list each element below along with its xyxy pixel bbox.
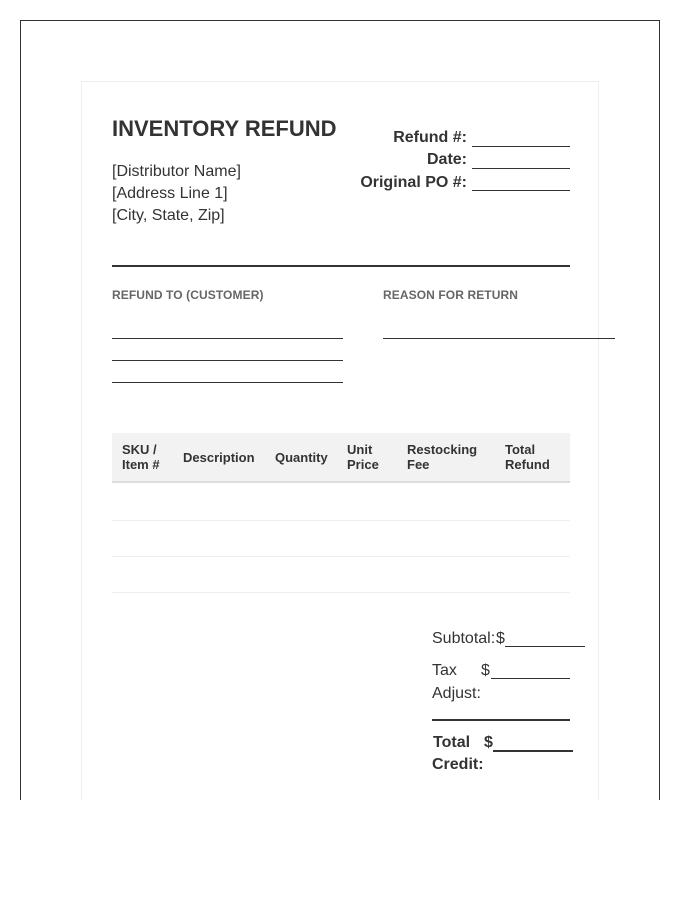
total-credit-label-line2: Credit: [432,756,484,773]
tax-adjust-currency: $ [481,662,490,679]
refund-to-line-1[interactable] [112,338,343,339]
column-header-restocking-fee-line2: Fee [407,457,430,472]
column-header-quantity: Quantity [275,450,328,465]
reason-for-return-line[interactable] [383,338,615,339]
column-header-unit-price-line2: Price [347,457,379,472]
tax-adjust-label-line2: Adjust: [432,685,481,702]
refund-to-line-3[interactable] [112,382,343,383]
distributor-address-line1: [Address Line 1] [112,185,228,202]
total-credit-label-line1: Total [433,734,471,751]
original-po-field[interactable] [472,190,570,191]
refund-to-label: REFUND TO (CUSTOMER) [112,288,264,302]
original-po-label: Original PO #: [360,174,467,191]
header-divider [112,265,570,267]
column-header-description: Description [183,450,255,465]
table-row[interactable] [112,556,570,557]
date-label: Date: [426,151,467,168]
totals-divider [432,719,570,721]
subtotal-field[interactable] [505,646,585,647]
column-header-sku-line1: SKU / [122,442,157,457]
refund-number-field[interactable] [472,146,570,147]
tax-adjust-label-line1: Tax [432,662,457,679]
column-header-total-refund-line2: Refund [505,457,550,472]
column-header-unit-price-line1: Unit [347,442,373,457]
column-header-total-refund [505,442,550,472]
document-title: INVENTORY REFUND [112,116,337,141]
total-credit-currency: $ [484,734,493,751]
subtotal-label: Subtotal: [432,630,496,647]
column-header-restocking-fee [407,442,477,472]
tax-adjust-field[interactable] [491,678,570,679]
column-header-total-refund-line1: Total [505,442,536,457]
column-header-restocking-fee-line1: Restocking [407,442,478,457]
table-header [112,433,570,483]
distributor-city-state-zip: [City, State, Zip] [112,207,225,224]
distributor-name: [Distributor Name] [112,163,241,180]
column-header-sku-line2: Item # [122,457,160,472]
column-header-sku [122,442,160,472]
subtotal-currency: $ [496,630,505,647]
table-row[interactable] [112,592,570,593]
date-field[interactable] [472,168,570,169]
table-row[interactable] [112,520,570,521]
column-header-unit-price [347,442,379,472]
reason-for-return-label: REASON FOR RETURN [383,288,519,302]
refund-to-line-2[interactable] [112,360,343,361]
total-credit-field[interactable] [493,750,573,752]
refund-number-label: Refund #: [393,129,467,146]
